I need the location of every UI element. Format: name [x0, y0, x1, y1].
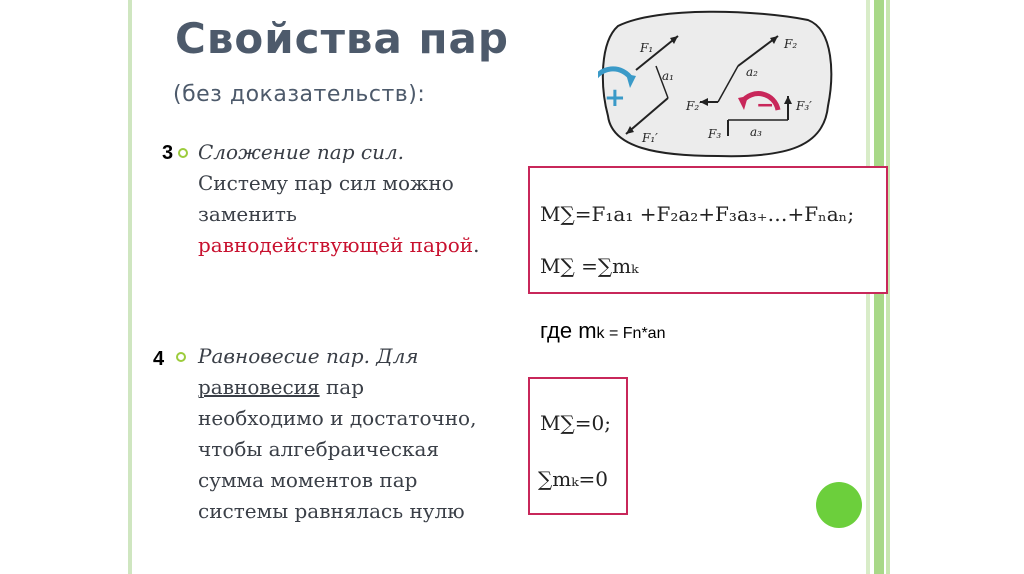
item3-line2: Систему пар сил можно: [198, 171, 454, 195]
item3-highlight: равнодействующей парой: [198, 233, 474, 257]
moment-definition-prefix: где m: [540, 318, 597, 343]
label-f3p: F₃′: [796, 99, 812, 113]
item4-line4: чтобы алгебраическая: [198, 437, 439, 461]
green-circle-icon: [816, 482, 862, 528]
item4-text: [198, 341, 476, 527]
item3-line3: заменить: [198, 202, 297, 226]
label-a1: a₁: [662, 69, 674, 83]
couples-diagram: [598, 6, 838, 160]
moment-definition-suffix: k = Fn*an: [596, 325, 666, 342]
equilibrium-formula-line2: ∑mₖ=0: [538, 467, 609, 491]
left-border-stripe: [128, 0, 132, 574]
label-f1p: F₁′: [642, 131, 658, 145]
label-f3: F₃: [708, 127, 722, 141]
moment-definition: [540, 318, 665, 344]
label-f2p: F₂′: [686, 99, 702, 113]
item4-underlined: равновесия: [198, 375, 320, 399]
item3-text: [198, 137, 479, 261]
slide-subtitle: (без доказательств):: [173, 82, 426, 107]
label-a2: a₂: [746, 65, 758, 79]
label-f1: F₁: [640, 41, 654, 55]
item4-line6: системы равнялась нулю: [198, 499, 465, 523]
label-f2: F₂: [784, 37, 798, 51]
equilibrium-formula-box: [528, 377, 628, 515]
minus-sign: −: [756, 93, 775, 118]
sum-formula-box: [528, 166, 888, 294]
item4-line2-rest: пар: [319, 375, 365, 399]
item3-tail: .: [473, 233, 480, 257]
sum-formula-line1: M∑=F₁a₁ +F₂a₂+F₃a₃₊…+Fₙaₙ;: [540, 202, 855, 226]
sum-formula-line2: M∑ =∑mₖ: [540, 254, 639, 278]
item4-bullet-icon: [176, 352, 186, 362]
slide-title: Свойства пар: [175, 14, 509, 63]
plus-sign: +: [604, 83, 626, 113]
item3-heading: Сложение пар сил.: [198, 140, 405, 164]
equilibrium-formula-line1: M∑=0;: [540, 411, 611, 435]
item4-heading: Равновесие пар. Для: [198, 344, 419, 368]
item3-number: 3: [162, 142, 174, 164]
item4-line5: сумма моментов пар: [198, 468, 418, 492]
item4-number: 4: [153, 348, 165, 370]
label-a3: a₃: [750, 125, 762, 139]
item3-bullet-icon: [178, 148, 188, 158]
item4-line3: необходимо и достаточно,: [198, 406, 477, 430]
